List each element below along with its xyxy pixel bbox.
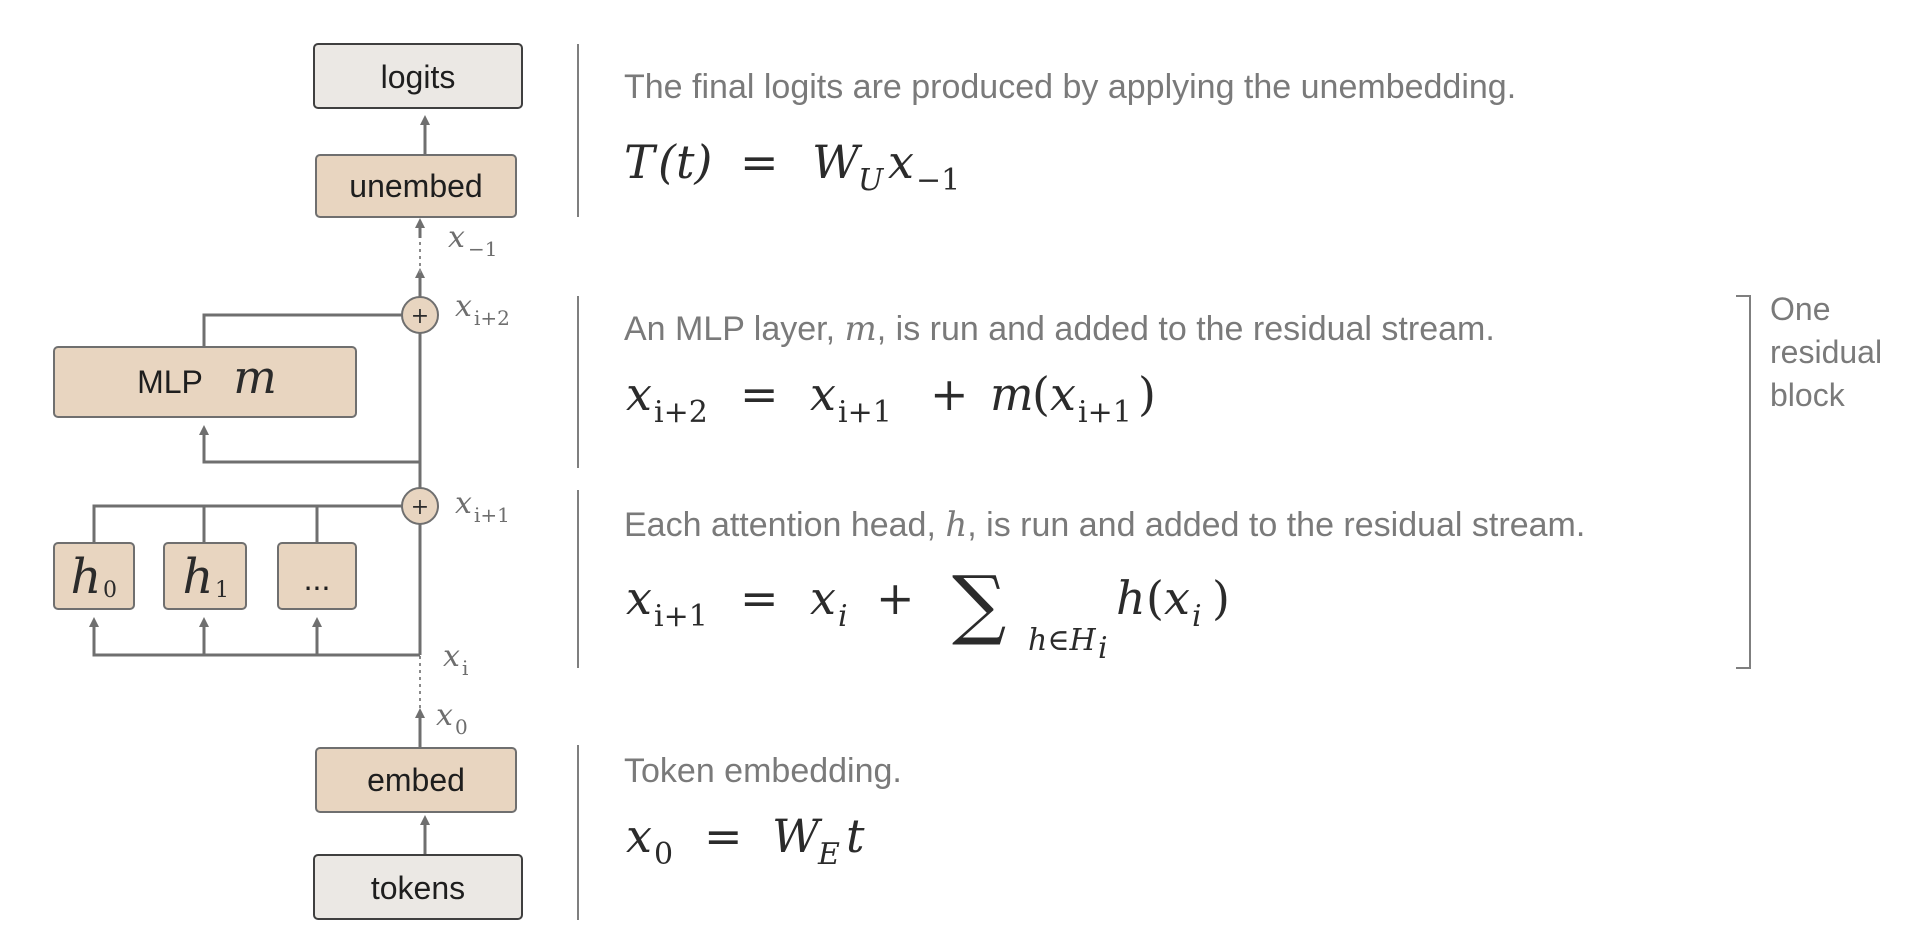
x-i-var: x xyxy=(443,639,460,674)
heads-input-branch xyxy=(94,624,420,655)
desc-attn-pre: Each attention head, xyxy=(624,506,946,544)
label-x-last xyxy=(448,220,497,261)
x-last-var: x xyxy=(448,220,465,255)
mlp-output-merge xyxy=(204,315,403,347)
residual-block-label xyxy=(1770,291,1882,413)
x-i1-sub: i+1 xyxy=(474,503,510,527)
head-more-node xyxy=(278,543,356,609)
eq-mlp-x-lhs: x xyxy=(626,367,652,421)
label-x-i xyxy=(443,639,468,680)
block-label-line-3: block xyxy=(1770,377,1845,413)
embed-node xyxy=(316,748,516,812)
mlp-label: MLP xyxy=(137,364,203,400)
eq-attn-x-r1: x xyxy=(810,571,836,625)
x-i2-sub: i+2 xyxy=(474,306,510,330)
plus-symbol-mlp: + xyxy=(410,304,430,329)
tokens-label: tokens xyxy=(370,870,466,906)
desc-mlp-post: , is run and added to the residual stream. xyxy=(876,310,1495,348)
eq-attn-x-lhs: x xyxy=(626,571,652,625)
x-i2-var: x xyxy=(455,289,472,324)
plus-symbol-attn: + xyxy=(410,495,430,520)
block-label-line-1: One xyxy=(1770,291,1831,327)
eq-unembed-x: x xyxy=(888,135,914,189)
eq-attn-sum-sub-i: i xyxy=(1098,631,1108,666)
head1-node xyxy=(164,543,246,609)
eq-attn-sub-lhs: i+1 xyxy=(654,599,708,634)
mlp-symbol: m xyxy=(233,350,277,404)
eq-mlp-sub-r2: i+1 xyxy=(1078,395,1132,430)
residual-block-bracket xyxy=(1736,296,1750,668)
eq-mlp-plus: + xyxy=(930,367,969,421)
eq-attn-close: ) xyxy=(1212,571,1230,625)
mlp-node xyxy=(54,347,356,417)
desc-mlp-pre: An MLP layer, xyxy=(624,310,845,348)
head-more-label: ... xyxy=(303,561,331,597)
unembed-node xyxy=(316,155,516,217)
head0-node xyxy=(54,543,134,609)
eq-attn-sub-r2: i xyxy=(1192,599,1202,634)
eq-embed-equals: = xyxy=(704,809,743,863)
desc-mlp-var: m xyxy=(844,309,877,349)
logits-label: logits xyxy=(380,59,456,95)
eq-mlp-close: ) xyxy=(1138,367,1156,421)
eq-attn-equals: = xyxy=(740,571,779,625)
eq-unembed-x-sub: −1 xyxy=(916,163,961,198)
x-last-sub: −1 xyxy=(468,237,498,261)
head1-symbol: h xyxy=(182,549,214,605)
equation-mlp xyxy=(626,367,1156,430)
eq-unembed-W-sub: U xyxy=(858,163,884,198)
head0-symbol: h xyxy=(70,549,102,605)
equation-attn xyxy=(626,559,1230,666)
desc-embed: Token embedding. xyxy=(624,752,902,790)
tokens-node xyxy=(314,855,522,919)
eq-mlp-sub-lhs: i+2 xyxy=(654,395,708,430)
eq-unembed-W: W xyxy=(812,135,860,189)
eq-mlp-x-r1: x xyxy=(810,367,836,421)
equation-embed xyxy=(626,809,865,872)
mlp-input-branch xyxy=(204,432,420,462)
desc-unembed: The final logits are produced by applying the unembedding. xyxy=(624,68,1517,106)
plus-node-mlp xyxy=(402,297,438,333)
head0-subscript: 0 xyxy=(103,578,117,603)
eq-attn-sum-sub: h∈H xyxy=(1028,623,1096,658)
x-0-sub: 0 xyxy=(455,715,468,739)
eq-embed-x-sub: 0 xyxy=(654,837,674,872)
eq-mlp-open: ( xyxy=(1032,367,1050,421)
desc-attn-post: , is run and added to the residual stream. xyxy=(967,506,1586,544)
eq-attn-h: h xyxy=(1116,571,1146,625)
label-x-i2 xyxy=(455,289,510,330)
eq-unembed-arg: (t) xyxy=(658,135,713,189)
eq-mlp-sub-r1: i+1 xyxy=(838,395,892,430)
eq-embed-W: W xyxy=(772,809,820,863)
desc-attn-var: h xyxy=(945,505,968,545)
eq-mlp-m: m xyxy=(990,367,1034,421)
unembed-label: unembed xyxy=(349,168,483,204)
eq-attn-plus: + xyxy=(876,571,915,625)
heads-output-merge xyxy=(94,506,403,543)
block-label-line-2: residual xyxy=(1770,334,1883,370)
eq-mlp-equals: = xyxy=(740,367,779,421)
desc-attn xyxy=(624,505,1585,545)
eq-attn-x-r2: x xyxy=(1164,571,1190,625)
plus-node-attn xyxy=(402,488,438,524)
logits-node xyxy=(314,44,522,108)
eq-attn-open: ( xyxy=(1146,571,1164,625)
eq-embed-W-sub: E xyxy=(818,837,840,872)
eq-unembed-equals: = xyxy=(740,135,779,189)
eq-mlp-x-r2: x xyxy=(1050,367,1076,421)
eq-attn-sum: ∑ xyxy=(952,559,1007,648)
embed-label: embed xyxy=(367,762,465,798)
x-i-sub: i xyxy=(462,656,469,680)
eq-embed-t: t xyxy=(846,809,865,863)
equation-unembed xyxy=(624,135,960,198)
eq-attn-sub-r1: i xyxy=(838,599,848,634)
eq-unembed-T: T xyxy=(624,135,655,189)
x-i1-var: x xyxy=(455,486,472,521)
desc-mlp xyxy=(624,309,1495,349)
head1-subscript: 1 xyxy=(215,578,229,603)
x-0-var: x xyxy=(436,698,453,733)
label-x-0 xyxy=(436,698,468,739)
label-x-i1 xyxy=(455,486,510,527)
eq-embed-x: x xyxy=(626,809,652,863)
